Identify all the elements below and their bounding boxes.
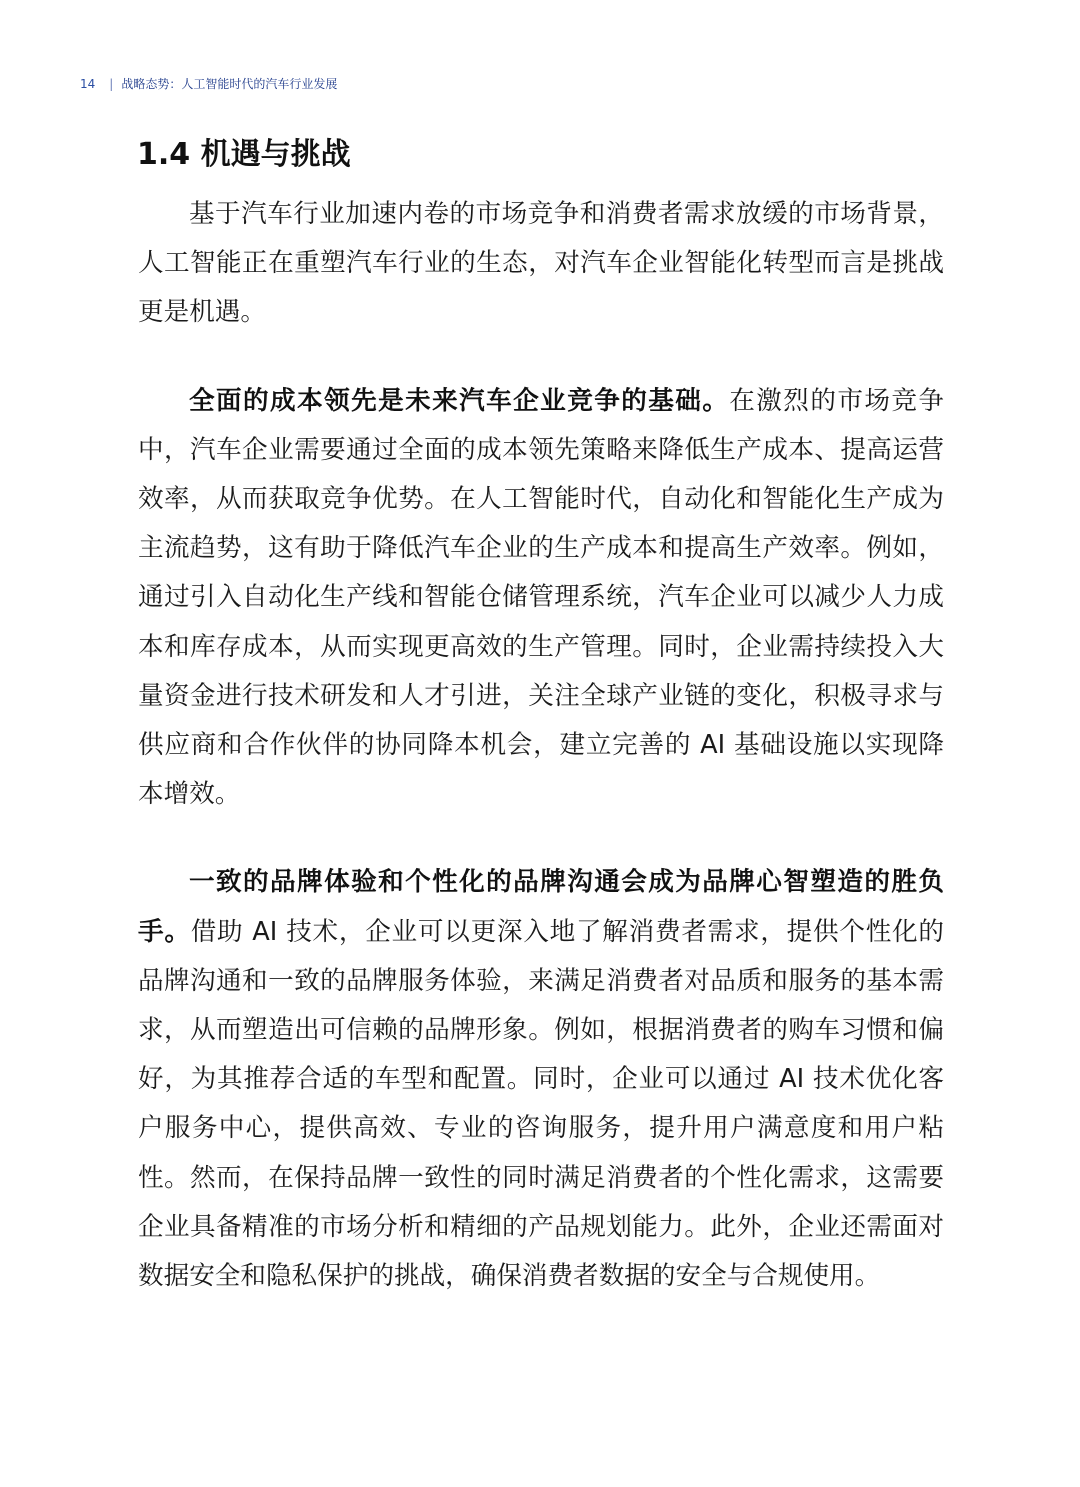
paragraph-body: 基于汽车行业加速内卷的市场竞争和消费者需求放缓的市场背景，人工智能正在重塑汽车行业的生态，对汽车企业智能化转型而言是挑战更是机遇。 (138, 199, 944, 328)
paragraph-body: 借助 AI 技术，企业可以更深入地了解消费者需求，提供个性化的品牌沟通和一致的品牌服务体验，来满足消费者对品质和服务的基本需求，从而塑造出可信赖的品牌形象。例如，根据消费者的购车习惯和偏好，为其推荐合适的车型和配置。同时，企业可以通过 AI 技术优化客户服务中心，提供高效、专业的咨询服务，提升用户满意度和用户粘性。然而，在保持品牌一致性的同时满足消费者的个性化需求，这需要企业具备精准的市场分析和精细的产品规划能力。此外，企业还需面对数据安全和隐私保护的挑战，确保消费者数据的安全与合规使用。 (138, 916, 944, 1292)
running-title: 战略态势：人工智能时代的汽车行业发展 (121, 77, 338, 91)
header-separator: | (109, 77, 114, 91)
section-title: 1.4 机遇与挑战 (137, 137, 351, 172)
paragraph-body: 在激烈的市场竞争中，汽车企业需要通过全面的成本领先策略来降低生产成本、提高运营效率，从而获取竞争优势。在人工智能时代，自动化和智能化生产成为主流趋势，这有助于降低汽车企业的生产成本和提高生产效率。例如，通过引入自动化生产线和智能仓储管理系统，汽车企业可以减少人力成本和库存成本，从而实现更高效的生产管理。同时，企业需持续投入大量资金进行技术研发和人才引进，关注全球产业链的变化，积极寻求与供应商和合作伙伴的协同降本机会，建立完善的 AI 基础设施以实现降本增效。 (138, 385, 944, 810)
body-content (138, 190, 944, 1301)
paragraph-lead: 一致的品牌体验和个性化的品牌沟通会成为品牌心智塑造的胜负手。 (138, 867, 944, 947)
running-header (80, 76, 337, 92)
page-number: 14 (80, 77, 96, 91)
paragraph-brand-experience (138, 858, 944, 1301)
paragraph-lead: 全面的成本领先是未来汽车企业竞争的基础。 (189, 385, 730, 416)
paragraph-intro (138, 190, 944, 338)
paragraph-cost-leadership (138, 377, 944, 820)
